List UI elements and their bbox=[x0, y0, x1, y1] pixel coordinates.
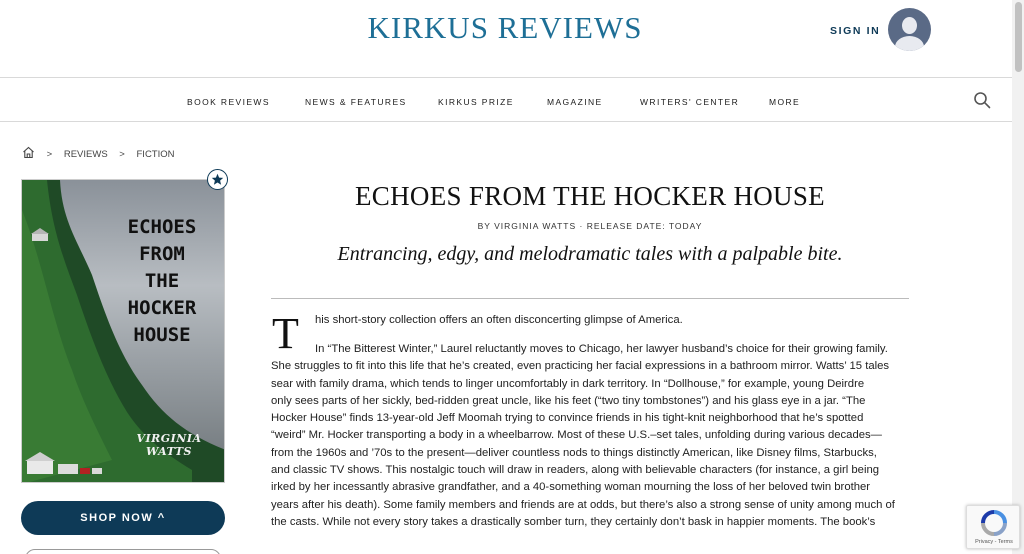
drop-cap: T bbox=[272, 309, 299, 358]
review-tagline: Entrancing, edgy, and melodramatic tales with a palpable bite. bbox=[337, 243, 843, 265]
nav-more[interactable]: MORE bbox=[769, 97, 801, 107]
cover-title-line: THE bbox=[144, 270, 180, 292]
book-cover[interactable] bbox=[21, 179, 225, 483]
site-logo[interactable]: KIRKUS REVIEWS bbox=[367, 10, 643, 45]
breadcrumb-fiction[interactable]: FICTION bbox=[136, 148, 175, 160]
nav-news-features[interactable]: NEWS & FEATURES bbox=[305, 97, 407, 107]
cover-title-line: FROM bbox=[139, 243, 185, 265]
breadcrumb-reviews[interactable]: REVIEWS bbox=[63, 148, 108, 160]
nav-book-reviews[interactable]: BOOK REVIEWS bbox=[187, 97, 270, 107]
breadcrumb-separator: > bbox=[46, 148, 53, 160]
review-line: She struggles to fit into this life that he’s created, even practicing her facial expressions in a bathroom mirror. Watts’ 15 tales bbox=[271, 360, 890, 373]
search-icon[interactable] bbox=[973, 91, 991, 109]
review-first-line: his short-story collection offers an often disconcerting glimpse of America. bbox=[315, 314, 683, 326]
review-line: Hocker House” finds 13-year-old Jeff Moomah trying to convince friends in his tight-knit neighborhood that he’s spotted bbox=[271, 412, 864, 425]
review-line: In “The Bitterest Winter,” Laurel reluctantly moves to Chicago, her lawyer husband’s choice for their growing family. bbox=[315, 343, 888, 355]
cover-title bbox=[107, 214, 217, 349]
review-line: years after his death). Some family members and friends are at odds, but there’s also a strong sense of unity among much of bbox=[271, 498, 895, 511]
recaptcha-links[interactable]: Privacy - Terms bbox=[975, 539, 1013, 545]
secondary-button[interactable] bbox=[25, 549, 221, 554]
cover-title-line: HOCKER bbox=[127, 297, 197, 319]
review-line: the casts. While not every story takes a drastically somber turn, they certainly don’t bask in happier moments. The book’s bbox=[271, 515, 876, 528]
cover-author: VIRGINIA WATTS bbox=[136, 432, 202, 458]
nav-magazine[interactable]: MAGAZINE bbox=[547, 97, 603, 107]
cover-title-line: HOUSE bbox=[133, 324, 191, 346]
main-nav bbox=[0, 79, 1012, 122]
review-line: only sees parts of her sickly, bed-ridden great uncle, like his feet (“two tiny tombstones”) and his glass eye in a jar. “The bbox=[271, 394, 866, 407]
book-meta: BY VIRGINIA WATTS · RELEASE DATE: TODAY bbox=[477, 221, 703, 231]
review-body bbox=[271, 341, 911, 531]
review-line: irked by her incessantly abrasive grandfather, and a 40-something woman mourning the loss of her beloved twin brother bbox=[271, 481, 871, 494]
shop-now-button[interactable]: SHOP NOW ^ bbox=[21, 501, 225, 535]
site-header bbox=[0, 0, 1024, 78]
divider bbox=[271, 298, 909, 299]
cover-title-line: ECHOES bbox=[127, 216, 197, 238]
review-line: and classic TV shows. This nostalgic touch will draw in readers, along with believable characters (for instance, a girl being bbox=[271, 464, 880, 477]
review-line: from the 1960s and ’70s to the present—deliver countless nods to things distinctly American, like Disney films, Starbucks, bbox=[271, 446, 877, 459]
review-line: “weird” Mr. Hocker transporting a body in a wheelbarrow. Most of these U.S.–set tales, unfolding during various decades— bbox=[271, 429, 882, 442]
sign-in-link[interactable]: SIGN IN bbox=[830, 25, 881, 37]
home-icon[interactable] bbox=[22, 146, 35, 162]
recaptcha-badge[interactable] bbox=[966, 505, 1020, 549]
kirkus-star-icon bbox=[207, 169, 228, 190]
nav-kirkus-prize[interactable]: KIRKUS PRIZE bbox=[438, 97, 514, 107]
nav-writers-center[interactable]: WRITERS' CENTER bbox=[640, 97, 740, 107]
avatar-head bbox=[902, 17, 917, 34]
review-line: sear with family drama, which tends to linger uncomfortably in dark territory. In “Dollhouse,” for example, young Deirdre bbox=[271, 377, 865, 390]
breadcrumb-separator: > bbox=[119, 148, 125, 160]
breadcrumb bbox=[22, 146, 175, 162]
recaptcha-icon bbox=[979, 509, 1009, 537]
page-scrollbar[interactable] bbox=[1012, 0, 1024, 554]
scrollbar-thumb[interactable] bbox=[1015, 2, 1022, 72]
avatar-icon[interactable] bbox=[888, 8, 931, 51]
book-title: ECHOES FROM THE HOCKER HOUSE bbox=[355, 181, 825, 211]
avatar-body bbox=[895, 36, 924, 51]
